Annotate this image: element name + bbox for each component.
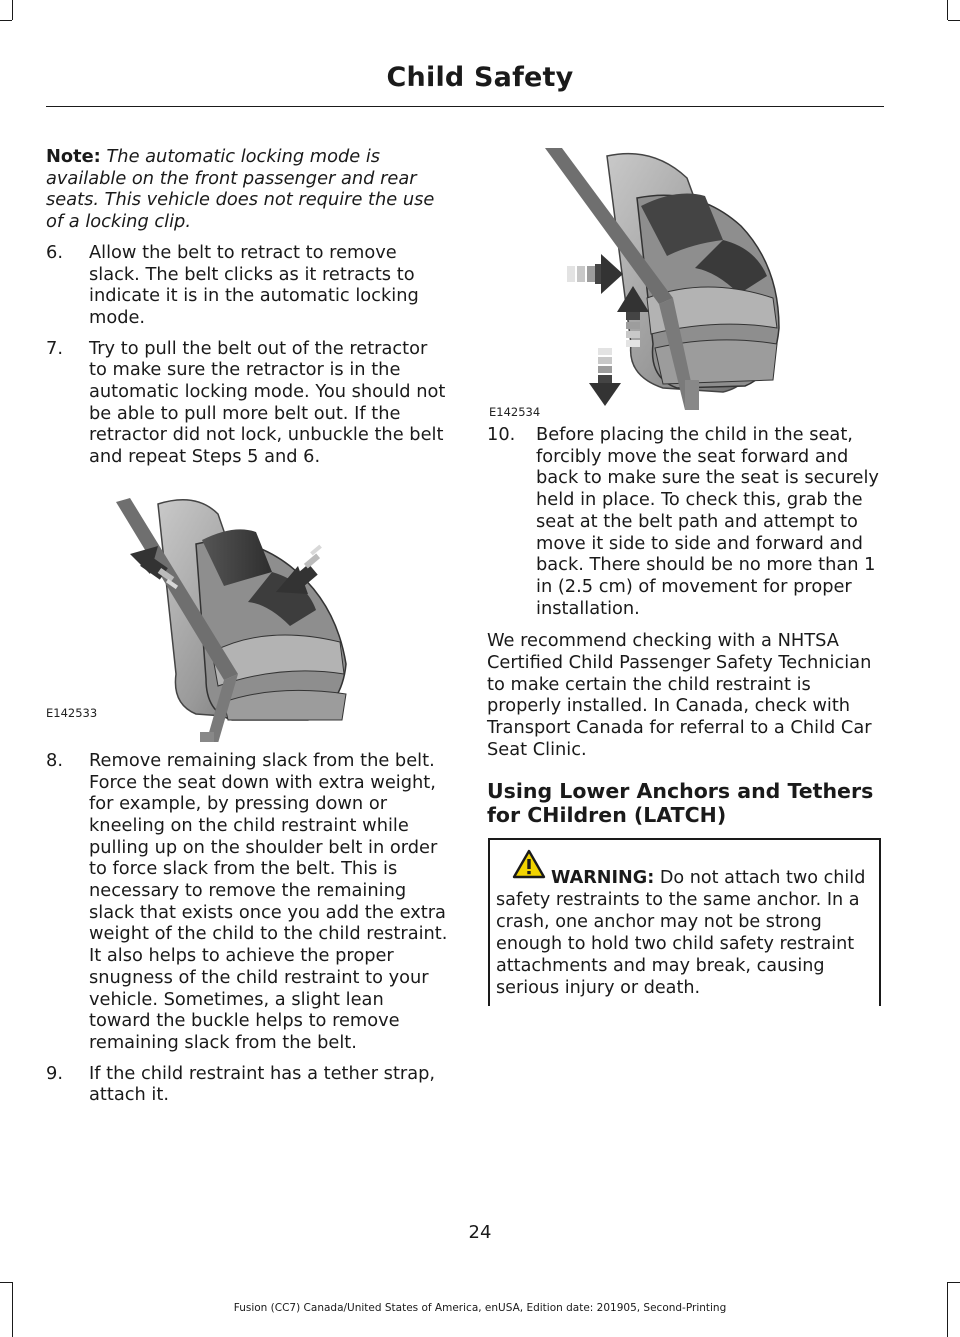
note-label: Note: <box>46 146 101 167</box>
step-8 <box>46 750 448 1054</box>
step-6 <box>46 242 448 329</box>
crop-mark <box>948 1282 960 1283</box>
crop-mark <box>12 0 13 20</box>
page-title: Child Safety <box>386 62 574 93</box>
footer: Fusion (CC7) Canada/United States of America, enUSA, Edition date: 201905, Second-Printing <box>233 1302 727 1314</box>
crop-mark <box>0 1282 12 1283</box>
step-text: Try to pull the belt out of the retractor to make sure the retractor is in the automatic locking mode. You should not be able to pull more belt out. If the retractor did not lock, unbuckle the belt and repeat Steps 5 and 6. <box>89 337 446 468</box>
child-seat-illustration <box>46 474 448 742</box>
note-text: The automatic locking mode is available on the front passenger and rear seats. This vehicle does not require the use of a locking clip. <box>46 146 435 233</box>
header-rule <box>46 106 884 107</box>
crop-mark <box>0 20 12 21</box>
crop-mark <box>948 20 960 21</box>
recommend-paragraph: We recommend checking with a NHTSA Certified Child Passenger Safety Technician to make certain the child restraint is properly installed. In Canada, check with Transport Canada for referral to a Child Car Seat Clinic. <box>487 630 872 760</box>
note <box>46 146 448 233</box>
step-number: 10. <box>487 424 516 445</box>
child-seat-illustration <box>487 148 882 418</box>
right-column <box>487 148 882 827</box>
warning-text <box>496 867 874 999</box>
figure-e142533 <box>46 474 448 742</box>
step-text: Remove remaining slack from the belt. Force the seat down with extra weight, for example, by pressing down or kneeling on the child restraint while pulling up on the shoulder belt in order to force slack from the belt. This is necessary to remove the remaining slack that exists once you add the extra weight of the child to the child restraint. It also helps to achieve the proper snugness of the child restraint to your vehicle. Sometimes, a slight lean toward the buckle helps to remove remaining slack from the belt. <box>89 749 448 1053</box>
step-9 <box>46 1063 448 1106</box>
step-number: 7. <box>46 337 63 359</box>
step-10 <box>487 424 882 619</box>
figure-e142534 <box>487 148 882 418</box>
figure-label: E142533 <box>46 705 98 720</box>
step-number: 6. <box>46 241 63 263</box>
page-number: 24 <box>468 1222 492 1243</box>
section-heading: Using Lower Anchors and Tethers for CHildren (LATCH) <box>487 778 874 827</box>
warning-body: Do not attach two child safety restraints to the same anchor. In a crash, one anchor may not be strong enough to hold two child safety restraint attachments and may break, causing serious injury or death. <box>496 868 866 998</box>
step-7 <box>46 338 448 468</box>
crop-mark <box>947 0 948 20</box>
step-number: 9. <box>46 1062 63 1084</box>
warning-label: WARNING: <box>551 868 655 888</box>
step-text: Before placing the child in the seat, forcibly move the seat forward and back to make sure the seat is securely held in place. To check this, grab the seat at the belt path and attempt to move it side to side and forward and back. There should be no more than 1 in (2.5 cm) of movement for proper installation. <box>536 424 879 619</box>
step-text: Allow the belt to retract to remove slack. The belt clicks as it retracts to indicate it is in the automatic locking mode. <box>89 241 419 328</box>
figure-label: E142534 <box>489 405 541 419</box>
step-number: 8. <box>46 749 63 771</box>
step-text: If the child restraint has a tether strap, attach it. <box>89 1062 436 1106</box>
left-column <box>46 146 448 1106</box>
warning-box <box>488 838 881 1006</box>
